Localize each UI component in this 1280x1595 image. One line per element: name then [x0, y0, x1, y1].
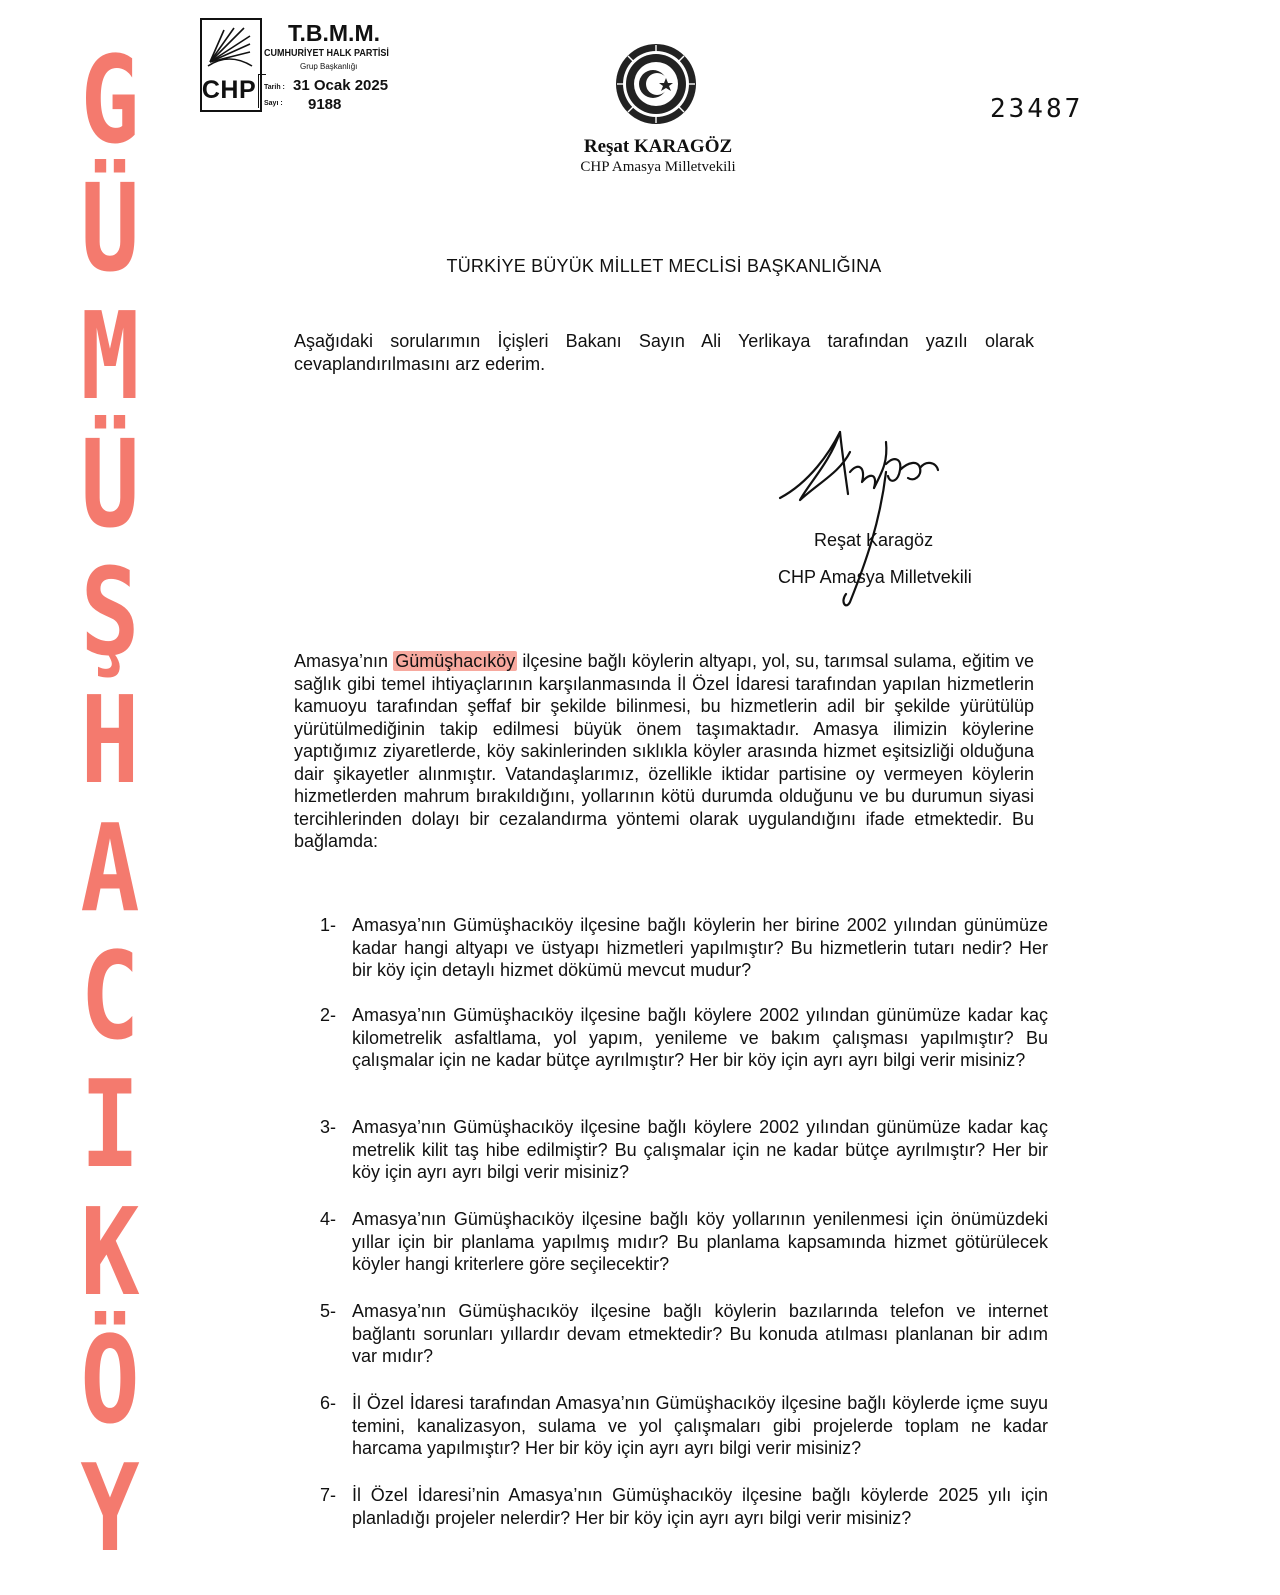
- stamp-divider: [258, 74, 266, 75]
- tbmm-emblem-icon: [614, 42, 698, 126]
- question-item: [320, 1116, 1048, 1184]
- side-title: [60, 32, 160, 1579]
- question-text: Amasya’nın Gümüşhacıköy ilçesine bağlı köylerin bazılarında telefon ve internet bağlantı sorunları yıllardır devam etmektedir? Bu konuda atılması planlanan bir adım var mıdır?: [352, 1301, 1048, 1366]
- question-number: 7-: [320, 1485, 337, 1505]
- chp-arrows-icon: [204, 22, 254, 72]
- addressee-heading: TÜRKİYE BÜYÜK MİLLET MECLİSİ BAŞKANLIĞINA: [446, 256, 882, 276]
- deputy-title: CHP Amasya Milletvekili: [580, 159, 736, 175]
- side-letter: Ü: [80, 160, 140, 299]
- highlighted-district: Gümüşhacıköy: [395, 651, 516, 671]
- side-letter: G: [80, 32, 140, 171]
- stamp-org: T.B.M.M.: [288, 20, 380, 46]
- question-item: [320, 1392, 1048, 1460]
- stamp-date-label: Tarih :: [264, 84, 285, 91]
- question-number: 3-: [320, 1117, 337, 1137]
- question-item: [320, 914, 1048, 982]
- stamp-party: CUMHURİYET HALK PARTİSİ: [264, 48, 389, 59]
- side-letter: H: [80, 672, 140, 811]
- question-number: 6-: [320, 1393, 337, 1413]
- registration-stamp: [200, 18, 430, 118]
- stamp-group: Grup Başkanlığı: [300, 62, 358, 71]
- body-paragraph: [294, 650, 1034, 853]
- stamp-divider: [258, 74, 259, 108]
- signature-name: Reşat Karagöz: [814, 530, 934, 550]
- document-number: 23487: [990, 94, 1084, 124]
- question-item: [320, 1004, 1048, 1072]
- question-text: İl Özel İdaresi’nin Amasya’nın Gümüşhacıköy ilçesine bağlı köylerde 2025 yılı için planladığı projeler nelerdir? Her bir köy için ayrı ayrı bilgi verir misiniz?: [352, 1485, 1048, 1528]
- signature-title: CHP Amasya Milletvekili: [778, 567, 972, 587]
- question-item: [320, 1484, 1048, 1529]
- stamp-chp-logo-text: CHP: [201, 76, 257, 104]
- question-number: 4-: [320, 1209, 337, 1229]
- deputy-name: Reşat KARAGÖZ: [583, 136, 733, 157]
- side-letter: Y: [80, 1440, 140, 1579]
- side-letter: Ö: [80, 1312, 140, 1451]
- stamp-date: 31 Ocak 2025: [293, 77, 389, 94]
- stamp-number-label: Sayı :: [264, 100, 283, 107]
- side-letter: I: [80, 1056, 140, 1195]
- question-number: 1-: [320, 915, 337, 935]
- side-letter: M: [80, 288, 140, 427]
- question-text: Amasya’nın Gümüşhacıköy ilçesine bağlı köy yollarının yenilenmesi için önümüzdeki yıllar için bir planlama yapılmış mıdır? Bu planlama kapsamında hizmet götürülecek köyler hangi kriterlere göre seçilecektir?: [352, 1209, 1048, 1274]
- body-rest: ilçesine bağlı köylerin altyapı, yol, su, tarımsal sulama, eğitim ve sağlık gibi temel ihtiyaçlarının karşılanmasında İl Özel İdaresi tarafından yapılan hizmetlerin kamuoyu tarafından şeffaf bir şekilde bilinmesi, bu hizmetlerin adil bir şekilde yürütülüp yürütülmediğinin takip edilmesi büyük önem taşımaktadır. Amasya ilimizin köylerine yaptığımız ziyaretlerde, köy sakinlerinden sıklıkla köyler arasında hizmet eşitsizliği olduğuna dair şikayetler alınmıştır. Vatandaşlarımız, özellikle iktidar partisine oy vermeyen köylerin hizmetlerden mahrum bırakıldığını, yollarının kötü durumda olduğunu ve bu durumun siyasi tercihlerinden dolayı bir cezalandırma yöntemi olarak uygulandığını ifade etmektedir. Bu bağlamda:: [294, 651, 1035, 851]
- stamp-number: 9188: [308, 96, 342, 113]
- body-lead: Amasya’nın: [294, 651, 394, 671]
- side-letter: C: [80, 928, 140, 1067]
- question-text: Amasya’nın Gümüşhacıköy ilçesine bağlı köylerin her birine 2002 yılından günümüze kadar hangi altyapı ve üstyapı hizmetleri yapılmıştır? Bu hizmetlerin tutarı nedir? Her bir köy için detaylı hizmet dökümü mevcut mudur?: [352, 915, 1048, 980]
- question-number: 5-: [320, 1301, 337, 1321]
- question-item: [320, 1300, 1048, 1368]
- side-letter: A: [80, 800, 140, 939]
- question-text: İl Özel İdaresi tarafından Amasya’nın Gümüşhacıköy ilçesine bağlı köylerde içme suyu temini, kanalizasyon, sulama ve yol çalışmaları gibi projelerde toplam ne kadar harcama yapılmıştır? Her bir köy için ayrı ayrı bilgi verir misiniz?: [352, 1393, 1048, 1458]
- side-letter: Ü: [80, 416, 140, 555]
- side-letter: K: [80, 1184, 140, 1323]
- question-item: [320, 1208, 1048, 1276]
- intro-paragraph: Aşağıdaki sorularımın İçişleri Bakanı Sayın Ali Yerlikaya tarafından yazılı olarak cevaplandırılmasını arz ederim.: [294, 331, 1034, 374]
- question-text: Amasya’nın Gümüşhacıköy ilçesine bağlı köylere 2002 yılından günümüze kadar kaç kilometrelik asfaltlama, yol yapım, yenileme ve bakım çalışması yapılmıştır? Bu çalışmalar için ne kadar bütçe ayrılmıştır? Her bir köy için ayrı ayrı bilgi verir misiniz?: [352, 1005, 1048, 1070]
- question-text: Amasya’nın Gümüşhacıköy ilçesine bağlı köylere 2002 yılından günümüze kadar kaç metrelik kilit taş hibe edilmiştir? Bu çalışmalar için ne kadar bütçe ayrılmıştır? Her bir köy için ayrı ayrı bilgi verir misiniz?: [352, 1117, 1048, 1182]
- question-number: 2-: [320, 1005, 337, 1025]
- side-letter: Ş: [80, 544, 140, 683]
